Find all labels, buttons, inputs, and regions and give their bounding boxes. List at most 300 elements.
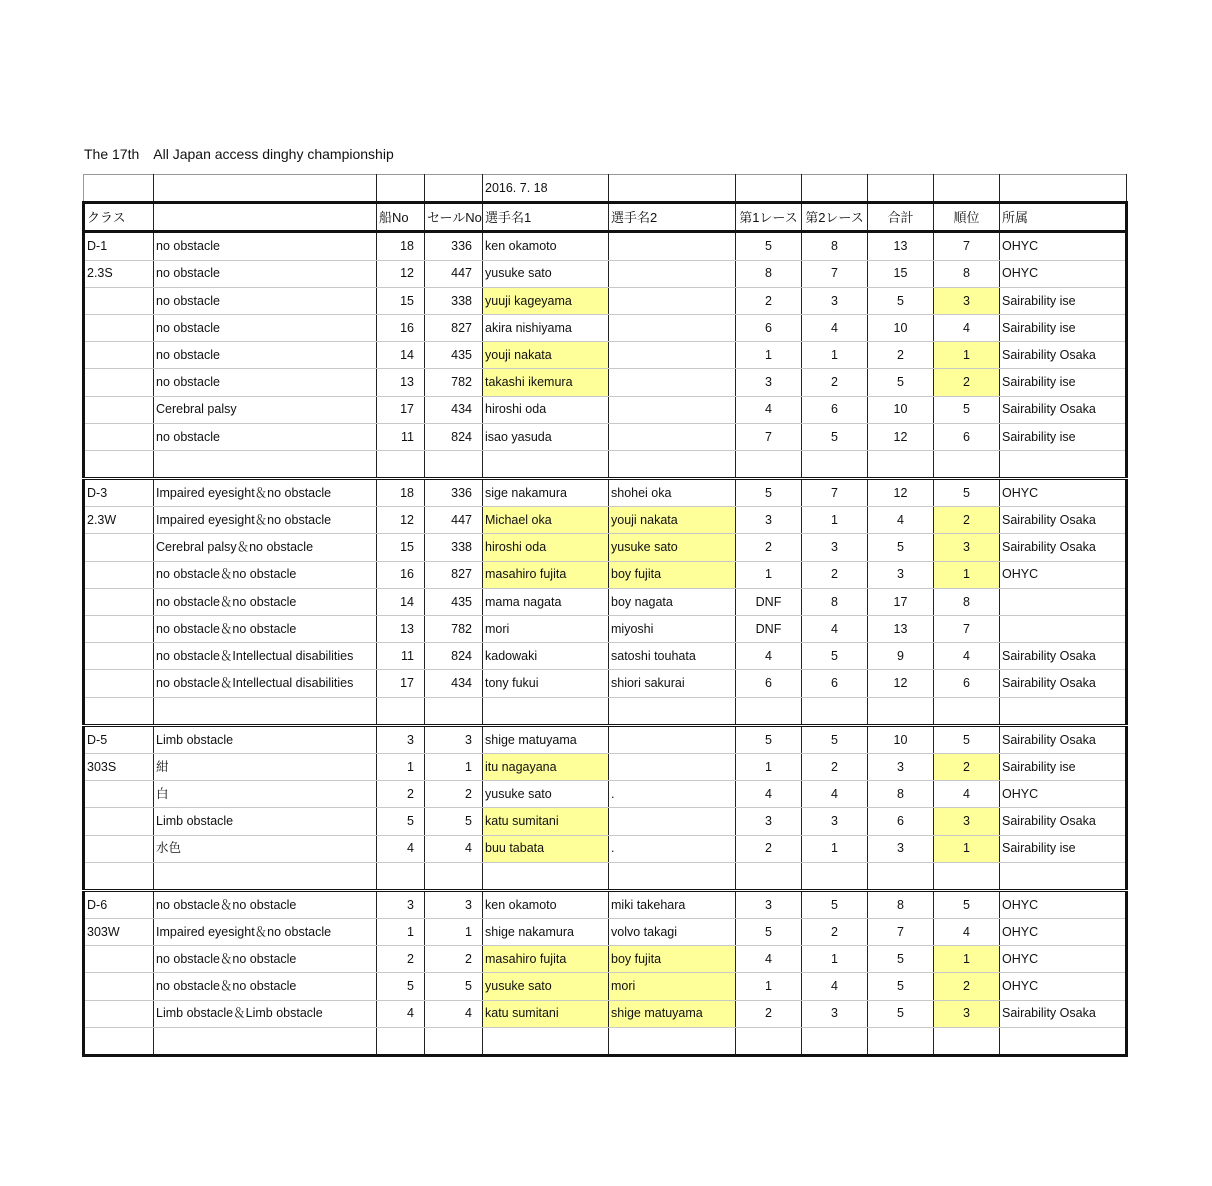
cell-race1: 1 [736,973,802,1000]
cell-race1: 8 [736,260,802,287]
cell-class [84,808,154,835]
table-row [84,396,1127,423]
empty-cell [934,697,1000,725]
cell-sail-no: 3 [425,890,483,918]
cell-boat-no: 16 [377,314,425,341]
cell-total: 15 [868,260,934,287]
empty-cell [1000,697,1127,725]
cell-total: 9 [868,643,934,670]
cell-race1: 3 [736,890,802,918]
cell-boat-no: 12 [377,507,425,534]
cell-player1: masahiro fujita [483,946,609,973]
cell-rank: 4 [934,781,1000,808]
empty-cell [84,862,154,890]
cell-category: Limb obstacle＆Limb obstacle [154,1000,377,1027]
cell-race1: 1 [736,753,802,780]
cell-race1: 5 [736,725,802,753]
cell-player1: katu sumitani [483,1000,609,1027]
cell-player2: shiori sakurai [609,670,736,697]
empty-cell [868,1027,934,1055]
cell-player2: . [609,781,736,808]
cell-player1: mori [483,616,609,643]
cell-boat-no: 14 [377,588,425,615]
cell-player2 [609,725,736,753]
cell-race2: 3 [802,808,868,835]
empty-cell [736,862,802,890]
cell-category: Impaired eyesight＆no obstacle [154,479,377,507]
cell-class: D-5 [84,725,154,753]
cell-affiliation: OHYC [1000,561,1127,588]
cell-class [84,670,154,697]
cell-player2: yusuke sato [609,534,736,561]
cell-player1: ken okamoto [483,890,609,918]
empty-cell [425,450,483,478]
cell-race1: 7 [736,423,802,450]
empty-cell [609,1027,736,1055]
cell-race1: 5 [736,479,802,507]
cell-player1: hiroshi oda [483,534,609,561]
cell-race2: 5 [802,890,868,918]
empty-cell [802,697,868,725]
cell-total: 5 [868,1000,934,1027]
cell-category: no obstacle [154,287,377,314]
cell-total: 10 [868,314,934,341]
empty-cell [1000,450,1127,478]
cell-class: 303S [84,753,154,780]
table-row [84,479,1127,507]
cell-player1: katu sumitani [483,808,609,835]
table-row [84,919,1127,946]
cell-category: no obstacle＆no obstacle [154,561,377,588]
header-category [154,203,377,232]
cell-sail-no: 3 [425,725,483,753]
cell-race2: 4 [802,314,868,341]
cell-rank: 1 [934,342,1000,369]
cell-rank: 3 [934,808,1000,835]
cell-race2: 4 [802,973,868,1000]
cell-sail-no: 435 [425,588,483,615]
empty-cell [377,697,425,725]
cell-affiliation: Sairability ise [1000,369,1127,396]
cell-sail-no: 782 [425,369,483,396]
empty-cell [868,862,934,890]
cell-sail-no: 827 [425,561,483,588]
table-row [84,781,1127,808]
cell-total: 7 [868,919,934,946]
cell-category: Cerebral palsy＆no obstacle [154,534,377,561]
cell-race2: 7 [802,479,868,507]
cell-race2: 6 [802,670,868,697]
empty-cell [425,862,483,890]
table-row [84,670,1127,697]
empty-cell [425,697,483,725]
cell-category: 紺 [154,753,377,780]
header-player1: 選手名1 [483,203,609,232]
header-affiliation: 所属 [1000,203,1127,232]
cell-player1: tony fukui [483,670,609,697]
cell-affiliation [1000,588,1127,615]
cell-rank: 8 [934,588,1000,615]
event-date: 2016. 7. 18 [483,175,609,203]
cell-category: no obstacle＆no obstacle [154,973,377,1000]
cell-class [84,342,154,369]
cell-race1: 5 [736,232,802,260]
cell-player1: shige nakamura [483,919,609,946]
header-race1: 第1レース [736,203,802,232]
cell-sail-no: 336 [425,479,483,507]
cell-sail-no: 336 [425,232,483,260]
date-row [84,175,1127,203]
cell-player2 [609,396,736,423]
empty-cell [377,450,425,478]
table-row [84,260,1127,287]
cell-rank: 2 [934,369,1000,396]
cell-affiliation: Sairability ise [1000,423,1127,450]
cell-category: no obstacle [154,342,377,369]
cell-sail-no: 782 [425,616,483,643]
cell-class [84,1000,154,1027]
cell-boat-no: 12 [377,260,425,287]
cell-affiliation: Sairability Osaka [1000,1000,1127,1027]
cell-player1: akira nishiyama [483,314,609,341]
table-row [84,835,1127,862]
cell-rank: 2 [934,753,1000,780]
cell-player2: shohei oka [609,479,736,507]
cell-player2: volvo takagi [609,919,736,946]
cell-player2 [609,287,736,314]
empty-cell [802,1027,868,1055]
spacer-row [84,450,1127,478]
cell-race2: 8 [802,588,868,615]
cell-affiliation: Sairability Osaka [1000,342,1127,369]
table-row [84,232,1127,260]
cell-player2: mori [609,973,736,1000]
cell-race2: 2 [802,919,868,946]
cell-player2: boy fujita [609,561,736,588]
cell-rank: 7 [934,616,1000,643]
cell-sail-no: 824 [425,643,483,670]
cell-player2 [609,314,736,341]
cell-category: no obstacle＆no obstacle [154,616,377,643]
cell-category: Impaired eyesight＆no obstacle [154,507,377,534]
cell-affiliation: OHYC [1000,890,1127,918]
cell-rank: 1 [934,835,1000,862]
cell-class [84,287,154,314]
cell-race1: 6 [736,670,802,697]
cell-race2: 5 [802,725,868,753]
cell-race2: 3 [802,534,868,561]
cell-total: 13 [868,232,934,260]
cell-affiliation: Sairability ise [1000,753,1127,780]
cell-rank: 3 [934,1000,1000,1027]
table-row [84,342,1127,369]
cell-category: no obstacle [154,232,377,260]
cell-player1: youji nakata [483,342,609,369]
cell-boat-no: 17 [377,396,425,423]
cell-sail-no: 827 [425,314,483,341]
cell-class [84,561,154,588]
cell-sail-no: 447 [425,260,483,287]
empty-cell [483,862,609,890]
table-row [84,753,1127,780]
cell-rank: 5 [934,890,1000,918]
cell-race2: 2 [802,561,868,588]
cell-player1: shige matuyama [483,725,609,753]
cell-sail-no: 5 [425,808,483,835]
cell-sail-no: 447 [425,507,483,534]
cell-boat-no: 11 [377,423,425,450]
cell-player2 [609,423,736,450]
cell-player1: mama nagata [483,588,609,615]
header-rank: 順位 [934,203,1000,232]
cell-race2: 1 [802,946,868,973]
cell-race2: 8 [802,232,868,260]
cell-affiliation: OHYC [1000,479,1127,507]
cell-sail-no: 435 [425,342,483,369]
cell-class [84,973,154,1000]
empty-cell [802,862,868,890]
cell-category: no obstacle [154,369,377,396]
cell-boat-no: 3 [377,890,425,918]
cell-boat-no: 13 [377,369,425,396]
cell-boat-no: 11 [377,643,425,670]
empty-cell [868,697,934,725]
cell-rank: 6 [934,423,1000,450]
cell-class: D-1 [84,232,154,260]
cell-player2 [609,260,736,287]
table-row [84,890,1127,918]
cell-race2: 3 [802,287,868,314]
cell-boat-no: 16 [377,561,425,588]
table-row [84,616,1127,643]
cell-sail-no: 338 [425,287,483,314]
cell-boat-no: 18 [377,479,425,507]
cell-class [84,534,154,561]
table-row [84,973,1127,1000]
table-row [84,561,1127,588]
cell-player2: miyoshi [609,616,736,643]
cell-affiliation: Sairability Osaka [1000,396,1127,423]
cell-class [84,781,154,808]
cell-total: 10 [868,396,934,423]
cell-category: Cerebral palsy [154,396,377,423]
cell-boat-no: 4 [377,835,425,862]
cell-class [84,588,154,615]
cell-total: 12 [868,479,934,507]
cell-race1: 2 [736,835,802,862]
empty-cell [377,862,425,890]
cell-player2 [609,369,736,396]
empty-cell [425,1027,483,1055]
cell-class [84,314,154,341]
cell-boat-no: 4 [377,1000,425,1027]
cell-affiliation [1000,616,1127,643]
cell-total: 5 [868,369,934,396]
cell-sail-no: 4 [425,835,483,862]
cell-affiliation: OHYC [1000,232,1127,260]
cell-race1: 5 [736,919,802,946]
empty-cell [154,862,377,890]
cell-player2 [609,808,736,835]
cell-rank: 3 [934,287,1000,314]
cell-category: no obstacle＆no obstacle [154,890,377,918]
cell-class [84,396,154,423]
cell-affiliation: Sairability Osaka [1000,507,1127,534]
cell-race1: DNF [736,588,802,615]
cell-sail-no: 5 [425,973,483,1000]
cell-player1: masahiro fujita [483,561,609,588]
cell-rank: 1 [934,946,1000,973]
empty-cell [802,450,868,478]
cell-race1: 2 [736,287,802,314]
cell-player2: boy fujita [609,946,736,973]
cell-total: 12 [868,670,934,697]
cell-class [84,835,154,862]
cell-total: 4 [868,507,934,534]
table-row [84,534,1127,561]
spacer-row [84,697,1127,725]
cell-sail-no: 434 [425,396,483,423]
cell-race1: 3 [736,808,802,835]
cell-player1: isao yasuda [483,423,609,450]
cell-player1: hiroshi oda [483,396,609,423]
empty-cell [154,450,377,478]
cell-race2: 1 [802,342,868,369]
cell-player1: buu tabata [483,835,609,862]
cell-race2: 5 [802,643,868,670]
cell-rank: 5 [934,725,1000,753]
cell-affiliation: OHYC [1000,973,1127,1000]
empty-cell [736,450,802,478]
cell-boat-no: 2 [377,946,425,973]
cell-affiliation: Sairability Osaka [1000,670,1127,697]
cell-player2: youji nakata [609,507,736,534]
cell-player1: ken okamoto [483,232,609,260]
empty-cell [736,1027,802,1055]
cell-race2: 2 [802,369,868,396]
empty-cell [84,1027,154,1055]
cell-affiliation: Sairability Osaka [1000,534,1127,561]
cell-race2: 5 [802,423,868,450]
table-row [84,725,1127,753]
cell-category: no obstacle＆no obstacle [154,588,377,615]
empty-cell [934,862,1000,890]
cell-sail-no: 1 [425,753,483,780]
cell-race1: 2 [736,1000,802,1027]
table-row [84,946,1127,973]
header-boat-no: 船No [377,203,425,232]
cell-rank: 5 [934,479,1000,507]
header-class: クラス [84,203,154,232]
cell-race1: 2 [736,534,802,561]
cell-category: Impaired eyesight＆no obstacle [154,919,377,946]
cell-sail-no: 2 [425,946,483,973]
cell-total: 3 [868,835,934,862]
cell-boat-no: 18 [377,232,425,260]
cell-total: 3 [868,561,934,588]
cell-total: 13 [868,616,934,643]
cell-class [84,369,154,396]
cell-category: no obstacle [154,423,377,450]
cell-class [84,643,154,670]
cell-rank: 4 [934,643,1000,670]
cell-class: 2.3W [84,507,154,534]
cell-race2: 7 [802,260,868,287]
cell-boat-no: 1 [377,919,425,946]
cell-category: Limb obstacle [154,725,377,753]
cell-category: 水色 [154,835,377,862]
cell-player1: Michael oka [483,507,609,534]
cell-player1: yusuke sato [483,781,609,808]
empty-cell [736,697,802,725]
header-sail-no: セールNo [425,203,483,232]
cell-total: 8 [868,890,934,918]
title-edition: The 17th [84,146,140,162]
cell-boat-no: 5 [377,973,425,1000]
cell-category: no obstacle [154,260,377,287]
cell-boat-no: 1 [377,753,425,780]
cell-race1: 6 [736,314,802,341]
cell-rank: 7 [934,232,1000,260]
title-name: All Japan access dinghy championship [153,146,394,162]
cell-race2: 6 [802,396,868,423]
cell-sail-no: 434 [425,670,483,697]
empty-cell [1000,1027,1127,1055]
empty-cell [934,1027,1000,1055]
cell-race1: 3 [736,507,802,534]
cell-rank: 2 [934,507,1000,534]
cell-player1: takashi ikemura [483,369,609,396]
cell-affiliation: Sairability Osaka [1000,725,1127,753]
cell-boat-no: 13 [377,616,425,643]
cell-boat-no: 2 [377,781,425,808]
cell-boat-no: 5 [377,808,425,835]
cell-affiliation: OHYC [1000,781,1127,808]
empty-cell [377,1027,425,1055]
cell-affiliation: OHYC [1000,260,1127,287]
cell-affiliation: Sairability Osaka [1000,808,1127,835]
cell-player2 [609,342,736,369]
cell-total: 3 [868,753,934,780]
cell-player2 [609,232,736,260]
cell-total: 5 [868,946,934,973]
cell-rank: 8 [934,260,1000,287]
cell-boat-no: 15 [377,534,425,561]
cell-race2: 4 [802,781,868,808]
cell-total: 5 [868,534,934,561]
cell-player2: boy nagata [609,588,736,615]
cell-player2: miki takehara [609,890,736,918]
cell-class: D-6 [84,890,154,918]
cell-race2: 3 [802,1000,868,1027]
results-table [82,174,1128,1057]
cell-class: D-3 [84,479,154,507]
cell-affiliation: Sairability ise [1000,287,1127,314]
cell-boat-no: 3 [377,725,425,753]
cell-sail-no: 2 [425,781,483,808]
cell-rank: 4 [934,919,1000,946]
empty-cell [84,450,154,478]
table-row [84,1000,1127,1027]
cell-sail-no: 338 [425,534,483,561]
cell-category: no obstacle＆no obstacle [154,946,377,973]
empty-cell [868,450,934,478]
cell-total: 17 [868,588,934,615]
cell-boat-no: 17 [377,670,425,697]
spacer-row [84,862,1127,890]
cell-category: Limb obstacle [154,808,377,835]
cell-category: no obstacle [154,314,377,341]
